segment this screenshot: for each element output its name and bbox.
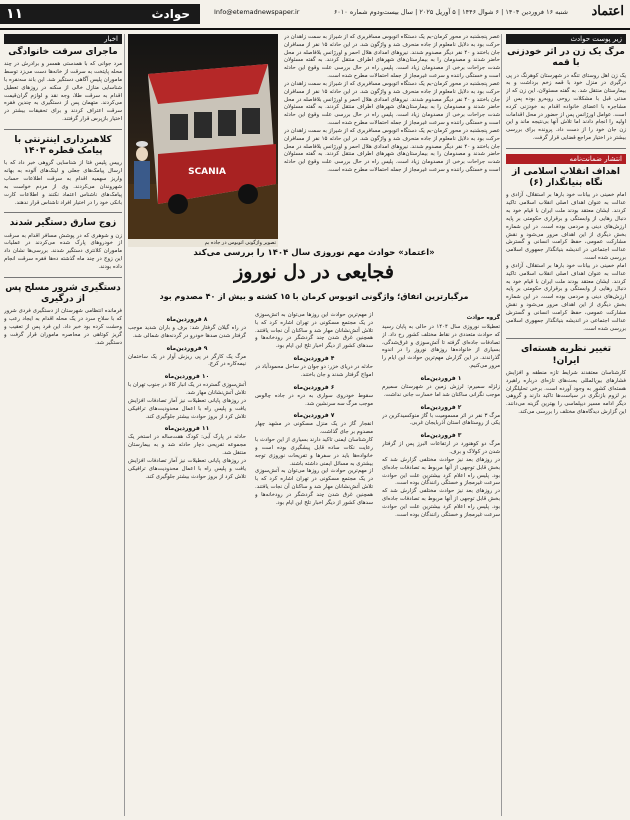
story-text-top xyxy=(284,34,500,244)
divider xyxy=(506,148,626,149)
masthead xyxy=(0,0,630,28)
bus-brand-label: SCANIA xyxy=(188,167,226,177)
main-story xyxy=(128,34,500,816)
article-body: یک زن اهل روستای تنگه در شهرستان کوهرنگ در پی درگیری در منزل خود با قمه زخم برداشت و به بیمارستان منتقل شد. به گفته مسئولان، این زن که از مدتی قبل با مشکلات روحی روبه‌رو بوده پس از مشاجره با اعضای خانواده اقدام به خودزنی کرده است. عوامل اورژانس پس از حضور در محل اقدامات اولیه را انجام دادند اما تلاش آنها بی‌نتیجه ماند و این زن جان خود را از دست داد. پرونده برای بررسی بیشتر در اختیار مراجع قضایی قرار گرفت. xyxy=(506,72,626,142)
article-body: در روزهای بعد نیز حوادث مختلفی گزارش شد که بخش قابل توجهی از آنها مربوط به تصادفات جاده‌ای بود. پلیس راه اعلام کرد بیشترین علت این حوادث سرعت غیرمجاز و خستگی رانندگان بوده است. xyxy=(382,456,500,487)
day-heading: ۹ فروردین‌ماه xyxy=(166,344,208,352)
article-body: کارشناسان ایمنی تاکید دارند بسیاری از این حوادث با رعایت نکات ساده قابل پیشگیری بوده است و خانواده‌ها باید در سفرها و تفریحات نوروزی توجه بیشتری به مسائل ایمنی داشته باشند. xyxy=(255,437,373,467)
column-divider xyxy=(124,34,125,816)
article-body: زن و شوهری که در پوشش مسافر اقدام به سرقت از خودروهای پارک شده می‌کردند در عملیات ماموران کلانتری دستگیر شدند. بررسی‌ها نشان داد این زوج در چند ماه گذشته ده‌ها فقره سرقت انجام داده بودند. xyxy=(4,232,122,270)
right-column xyxy=(506,34,626,816)
story-column xyxy=(255,312,373,816)
section-tag: انتشار ضمانت‌نامه xyxy=(506,154,626,164)
timeline-item: زلزله سمیرم: لرزش زمین در شهرستان سمیرم موجب نگرانی ساکنان شد اما خسارت جانی نداشت. xyxy=(382,383,500,398)
divider xyxy=(4,129,122,130)
article-body: در روزهای پایانی تعطیلات نیز آمار تصادفات افزایش یافت و پلیس راه با اعمال محدودیت‌های ترافیکی تلاش کرد از بروز حوادث بیشتر جلوگیری کند. xyxy=(128,397,246,420)
article-headline: اهداف انقلاب اسلامی از نگاه بنیانگذار (۶) xyxy=(512,166,620,189)
article-headline: زوج سارق دستگیر شدند xyxy=(9,218,117,229)
article-headline: مرگ یک زن در اثر خودزنی با قمه xyxy=(507,47,625,69)
bus-accident-photo xyxy=(128,34,278,239)
article-body: رییس پلیس فتا از شناسایی گروهی خبر داد که با ارسال پیامک‌های جعلی و لینک‌های آلوده به بهانه واریز سهمیه اقدام به سرقت اطلاعات حساب شهروندان می‌کردند. وی از مردم خواست به پیامک‌های ناشناس اعتماد نکنند و اطلاعات کارت بانکی خود را در اختیار افراد ناشناس قرار ندهند. xyxy=(4,160,122,206)
timeline-item: مرگ یک کارگر در پی ریزش آوار در یک ساختمان نیمه‌کاره در کرج. xyxy=(128,353,246,368)
day-heading: ۷ فروردین‌ماه xyxy=(293,412,335,420)
story-kicker: «اعتماد» حوادث مهم نوروزی سال ۱۴۰۴ را بررسی می‌کند xyxy=(193,248,435,258)
article-body: در روزهای بعد نیز حوادث مختلفی گزارش شد که بخش قابل توجهی از آنها مربوط به تصادفات جاده‌ای بود. پلیس راه اعلام کرد بیشترین علت این حوادث سرعت غیرمجاز و خستگی رانندگان بوده است. xyxy=(382,488,500,518)
page-number: ۱۱ xyxy=(6,6,24,22)
article-body: امام خمینی در بیانات خود بارها بر استقلال، آزادی و عدالت به عنوان اهداف اصلی انقلاب اسلامی تاکید کردند. ایشان معتقد بودند ملت ایران با قیام خود به دنبال رهایی از وابستگی و برقراری حکومتی بر پایه ارزش‌های دینی و مردمی بوده است. در این شماره بخش دیگری از این اهداف مرور می‌شود و نقش مشارکت عمومی، حفظ کرامت انسانی و گسترش عدالت اجتماعی در اندیشه بنیانگذار جمهوری اسلامی بررسی شده است. xyxy=(506,262,626,332)
day-heading: ۴ فروردین‌ماه xyxy=(293,355,335,363)
day-heading: ۱۰ فروردین‌ماه xyxy=(164,373,210,381)
timeline-item: در راه گیلان گرفتار شد: برف و باران شدید موجب گرفتار شدن صدها خودرو در گردنه‌های شمالی شد. xyxy=(128,325,246,339)
divider xyxy=(4,277,122,278)
timeline-item: آتش‌سوزی گسترده در یک انبار کالا در جنوب تهران با تلاش آتش‌نشانان مهار شد. xyxy=(128,382,246,397)
timeline-item: مرگ ۳ نفر در اثر مسمومیت با گاز منوکسیدکربن در یکی از روستاهای استان آذربایجان غربی. xyxy=(382,412,500,427)
article-body: مرد جوانی که با همدستی همسر و برادرش در چند محله پایتخت به سرقت از خانه‌ها دست می‌زد توسط ماموران پلیس آگاهی دستگیر شد. این باند سه‌نفره با شناسایی منازل خالی از سکنه در روزهای تعطیل اقدام به سرقت طلا، وجه نقد و لوازم گران‌قیمت می‌کردند. متهمان پس از دستگیری به چندین فقره سرقت اعتراف کردند و برای تحقیقات بیشتر در اختیار بازپرس قرار گرفتند. xyxy=(4,61,122,123)
article-body: از مهم‌ترین حوادث این روزها می‌توان به آتش‌سوزی در یک مجتمع مسکونی در تهران اشاره کرد که با تلاش آتش‌نشانان مهار شد و ساکنان آن نجات یافتند. همچنین غرق شدن چند گردشگر در رودخانه‌ها و سدهای کشور از دیگر اخبار تلخ این ایام بود. xyxy=(255,468,373,506)
story-subhead: مرگبارترین اتفاق؛ واژگونی اتوبوس کرمان با ۱۵ کشته و بیش از ۴۰ مصدوم بود xyxy=(159,292,469,301)
story-columns xyxy=(128,312,500,816)
byline: گروه حوادث xyxy=(466,315,500,321)
section-title: حوادث xyxy=(151,7,190,21)
article-headline: تغییر نظریه هسته‌ای ایران! xyxy=(520,344,612,366)
left-column xyxy=(4,34,122,816)
day-heading: ۶ فروردین‌ماه xyxy=(293,383,335,391)
story-headline: فجایعی در دل نوروز xyxy=(234,261,394,283)
timeline-item: سقوط خودروی سواری به دره در جاده چالوس موجب مرگ سه سرنشین شد. xyxy=(255,392,373,407)
article-body: از مهم‌ترین حوادث این روزها می‌توان به آتش‌سوزی در یک مجتمع مسکونی در تهران اشاره کرد که با تلاش آتش‌نشانان مهار شد و ساکنان آن نجات یافتند. همچنین غرق شدن چند گردشگر در رودخانه‌ها و سدهای کشور از دیگر اخبار تلخ این ایام بود. xyxy=(255,312,373,350)
timeline-item: انفجار گاز در یک منزل مسکونی در مشهد چهار مصدوم بر جای گذاشت. xyxy=(255,421,373,436)
timeline-item: مرگ دو کوهنورد در ارتفاعات البرز پس از گرفتار شدن در کولاک و برف. xyxy=(382,441,500,456)
section-tag: اخبار xyxy=(4,34,122,44)
story-column xyxy=(382,312,500,816)
article-body: عصر پنجشنبه در محور کرمان-بم یک دستگاه اتوبوس مسافربری که از شیراز به سمت زاهدان در حرکت بود به دلایل نامعلوم از جاده منحرف شد و واژگون شد. در این حادثه ۱۵ نفر از مسافران جان باختند و ۴۰ نفر دیگر مصدوم شدند. نیروهای امدادی هلال احمر و اورژانس بلافاصله در محل حاضر شدند و مصدومان را به بیمارستان‌های شهرهای اطراف منتقل کردند. به گفته مسئولان شدت جراحات برخی از مصدومان زیاد است. پلیس راه در حال بررسی علت وقوع این حادثه است و خستگی راننده و سرعت غیرمجاز از جمله احتمالات مطرح شده است. xyxy=(284,80,500,127)
section-bar xyxy=(0,4,200,24)
contact-email: Info@etemadnewspaper.ir xyxy=(214,8,300,16)
day-heading: ۳ فروردین‌ماه xyxy=(420,432,462,440)
day-heading: ۸ فروردین‌ماه xyxy=(166,316,208,323)
day-heading: ۱۱ فروردین‌ماه xyxy=(164,425,210,433)
timeline-item: حادثه در پارک آبی: کودک هفت‌ساله در استخر یک مجموعه تفریحی دچار حادثه شد و به بیمارستان منتقل شد. xyxy=(128,434,246,457)
column-divider xyxy=(501,34,502,816)
masthead-rule xyxy=(0,28,630,30)
day-heading: ۲ فروردین‌ماه xyxy=(420,403,462,411)
article-body: تعطیلات نوروزی سال ۱۴۰۴ در حالی به پایان رسید که حوادث متعددی در نقاط مختلف کشور رخ داد. از تصادفات جاده‌ای گرفته تا آتش‌سوزی و غرق‌شدگی، بسیاری از خانواده‌ها روزهای نوروز را در اندوه گذراندند. در این گزارش مهم‌ترین حوادث این ایام را مرور می‌کنیم. xyxy=(382,324,500,370)
article-body: امام خمینی در بیانات خود بارها بر استقلال، آزادی و عدالت به عنوان اهداف اصلی انقلاب اسلامی تاکید کردند. ایشان معتقد بودند ملت ایران با قیام خود به دنبال رهایی از وابستگی و برقراری حکومتی بر پایه ارزش‌های دینی و مردمی بوده است. در این شماره بخش دیگری از این اهداف مرور می‌شود و نقش مشارکت عمومی، حفظ کرامت انسانی و گسترش عدالت اجتماعی در اندیشه بنیانگذار جمهوری اسلامی بررسی شده است. xyxy=(506,192,626,262)
newspaper-logo: اعتماد xyxy=(591,4,624,19)
dateline: شنبه ۱۶ فروردین ۱۴۰۴ | ۶ شوال ۱۴۴۶ | ۵ آوریل ۲۰۲۵ | سال بیست‌ودوم شماره ۶۰۱۰ xyxy=(333,8,568,16)
divider xyxy=(4,212,122,213)
article-body: کارشناسان معتقدند شرایط تازه منطقه و افزایش فشارهای بین‌المللی بحث‌های تازه‌ای درباره راهبرد هسته‌ای کشور به وجود آورده است. برخی تحلیلگران بر لزوم بازنگری در سیاست‌ها تاکید دارند و گروهی دیگر ادامه مسیر دیپلماسی را بهترین گزینه می‌دانند. این گزارش دیدگاه‌های مختلف را بررسی می‌کند. xyxy=(506,369,626,415)
article-body: در روزهای پایانی تعطیلات نیز آمار تصادفات افزایش یافت و پلیس راه با اعمال محدودیت‌های ترافیکی تلاش کرد از بروز حوادث بیشتر جلوگیری کند. xyxy=(128,457,246,480)
divider xyxy=(506,338,626,339)
timeline-item: حادثه در دریای خزر: دو جوان در ساحل محمودآباد در امواج گرفتار شدند و جان باختند. xyxy=(255,364,373,378)
photo-caption: تصویر واژگونی اتوبوس در جاده بم xyxy=(128,239,278,247)
day-heading: ۱ فروردین‌ماه xyxy=(420,374,462,382)
article-body: عصر پنجشنبه در محور کرمان-بم یک دستگاه اتوبوس مسافربری که از شیراز به سمت زاهدان در حرکت بود به دلایل نامعلوم از جاده منحرف شد و واژگون شد. در این حادثه ۱۵ نفر از مسافران جان باختند و ۴۰ نفر دیگر مصدوم شدند. نیروهای امدادی هلال احمر و اورژانس بلافاصله در محل حاضر شدند و مصدومان را به بیمارستان‌های شهرهای اطراف منتقل کردند. به گفته مسئولان شدت جراحات برخی از مصدومان زیاد است. پلیس راه در حال بررسی علت وقوع این حادثه است و خستگی راننده و سرعت غیرمجاز از جمله احتمالات مطرح شده است. xyxy=(284,127,500,174)
article-headline: دستگیری شرور مسلح پس از درگیری xyxy=(5,282,121,304)
article-headline: کلاهبرداری اینترنتی با پیامک قطره ۱۴۰۳ xyxy=(14,134,112,157)
article-headline: ماجرای سرقت خانوادگی xyxy=(8,47,118,57)
section-tag: زیر پوست حوادث xyxy=(506,34,626,44)
article-body: فرمانده انتظامی شهرستان از دستگیری فردی شرور که با سلاح سرد در یک محله اقدام به ایجاد رعب و وحشت کرده بود خبر داد. این فرد پس از تعقیب و گریز کوتاهی در محاصره ماموران قرار گرفت و دستگیر شد. xyxy=(4,308,122,346)
bus-accident-illustration xyxy=(128,34,278,239)
article-body: عصر پنجشنبه در محور کرمان-بم یک دستگاه اتوبوس مسافربری که از شیراز به سمت زاهدان در حرکت بود به دلایل نامعلوم از جاده منحرف شد و واژگون شد. در این حادثه ۱۵ نفر از مسافران جان باختند و ۴۰ نفر دیگر مصدوم شدند. نیروهای امدادی هلال احمر و اورژانس بلافاصله در محل حاضر شدند و مصدومان را به بیمارستان‌های شهرهای اطراف منتقل کردند. به گفته مسئولان شدت جراحات برخی از مصدومان زیاد است. پلیس راه در حال بررسی علت وقوع این حادثه است و خستگی راننده و سرعت غیرمجاز از جمله احتمالات مطرح شده است. xyxy=(284,34,500,80)
story-column xyxy=(128,312,246,816)
